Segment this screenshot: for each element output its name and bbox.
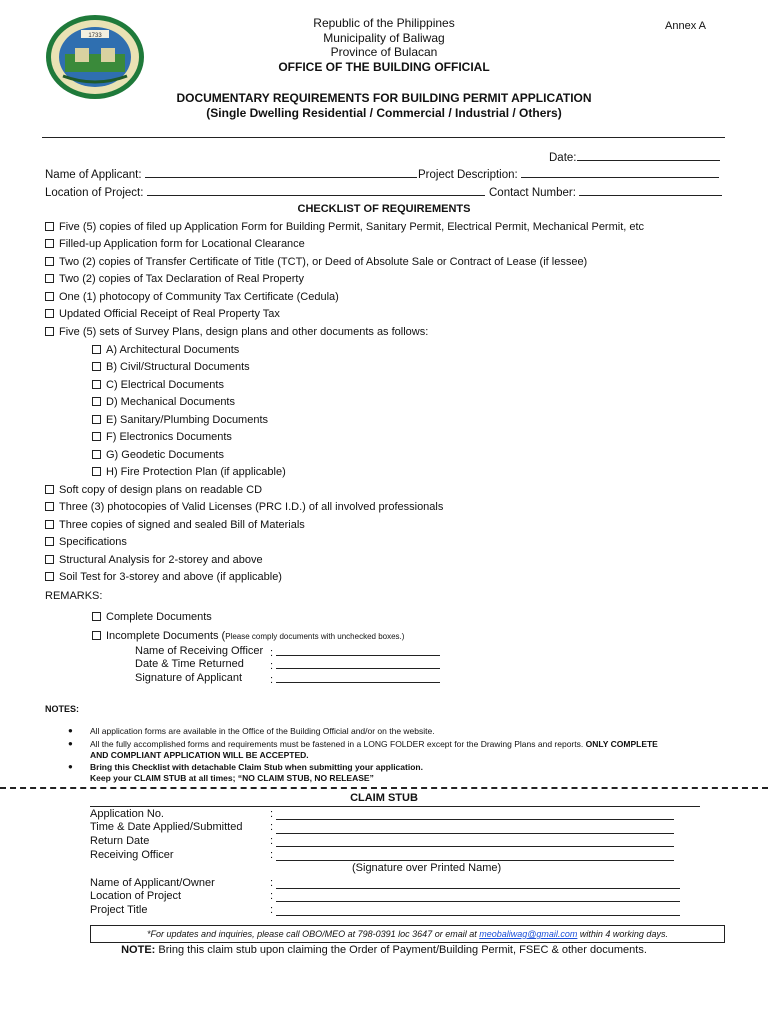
email-link[interactable]: meobaliwag@gmail.com (479, 929, 578, 939)
note-2-continued: AND COMPLIANT APPLICATION WILL BE ACCEPTED. (90, 750, 309, 760)
applicant-signature-field[interactable]: : (270, 672, 440, 686)
checklist-item[interactable]: Soil Test for 3-storey and above (if applicable) (45, 571, 282, 583)
checklist-item[interactable]: Three (3) photocopies of Valid Licenses (PRC I.D.) of all involved professionals (45, 501, 443, 513)
date-returned-label: Date & Time Returned (135, 658, 244, 670)
header-line-1: Republic of the Philippines (313, 16, 455, 30)
claim-stub-note: NOTE: Bring this claim stub upon claiming the Order of Payment/Building Permit, FSEC & other documents. (121, 944, 647, 956)
claim-stub-rule (90, 806, 700, 807)
project-title-label: Project Title (90, 904, 148, 916)
project-title-field[interactable] (276, 915, 680, 916)
applicant-owner-label: Name of Applicant/Owner (90, 877, 215, 889)
note-1: All application forms are available in the Office of the Building Official and/or on the website. (90, 726, 435, 736)
project-location-field[interactable]: Location of Project: (45, 185, 485, 199)
note-2: All the fully accomplished forms and requirements must be fastened in a LONG FOLDER except for the Drawing Plans and reports. ONLY COMPLETE (90, 739, 658, 749)
checklist-subitem[interactable]: C) Electrical Documents (92, 379, 224, 391)
checkbox[interactable] (45, 309, 54, 318)
checklist-item[interactable]: Five (5) copies of filed up Application Form for Building Permit, Sanitary Permit, Electrical Permit, Mechanical Permit, etc (45, 221, 644, 233)
note-3-continued: Keep your CLAIM STUB at all times; “NO CLAIM STUB, NO RELEASE” (90, 773, 374, 783)
checkbox[interactable] (45, 520, 54, 529)
inquiries-box: *For updates and inquiries, please call OBO/MEO at 798-0391 loc 3647 or email at meobaliwag@gmail.com within 4 working days. (90, 925, 725, 943)
checkbox[interactable] (92, 631, 101, 640)
checkbox[interactable] (92, 415, 101, 424)
project-description-field[interactable]: Project Description: (418, 167, 719, 181)
checkbox[interactable] (92, 467, 101, 476)
receiving-officer-field[interactable]: : (270, 645, 440, 659)
contact-number-field[interactable]: Contact Number: (489, 185, 722, 199)
checklist-subitem[interactable]: G) Geodetic Documents (92, 449, 224, 461)
receiving-officer-label: Name of Receiving Officer (135, 645, 264, 657)
checklist-subitem[interactable]: F) Electronics Documents (92, 431, 232, 443)
checklist-subitem[interactable]: E) Sanitary/Plumbing Documents (92, 414, 268, 426)
checkbox[interactable] (45, 537, 54, 546)
checklist-item[interactable]: Five (5) sets of Survey Plans, design plans and other documents as follows: (45, 326, 428, 338)
annex-label: Annex A (665, 20, 706, 32)
remarks-label: REMARKS: (45, 590, 103, 602)
checkbox[interactable] (45, 572, 54, 581)
checkbox[interactable] (92, 362, 101, 371)
date-returned-field[interactable]: : (270, 658, 440, 672)
note-3: Bring this Checklist with detachable Claim Stub when submitting your application. (90, 762, 423, 772)
checklist-item[interactable]: Two (2) copies of Transfer Certificate of Title (TCT), or Deed of Absolute Sale or Contract of Lease (if lessee) (45, 256, 587, 268)
time-date-field[interactable] (276, 833, 674, 834)
return-date-field[interactable] (276, 846, 674, 847)
header-line-3: Province of Bulacan (330, 45, 438, 59)
office-title: OFFICE OF THE BUILDING OFFICIAL (278, 60, 490, 74)
checklist-item[interactable]: One (1) photocopy of Community Tax Certificate (Cedula) (45, 291, 339, 303)
checklist-item[interactable]: Three copies of signed and sealed Bill of Materials (45, 519, 305, 531)
application-no-label: Application No. (90, 808, 164, 820)
bullet-icon: ● (68, 762, 73, 771)
checkbox[interactable] (45, 222, 54, 231)
checklist-item[interactable]: Filled-up Application form for Locational Clearance (45, 238, 305, 250)
checkbox[interactable] (45, 327, 54, 336)
document-title: DOCUMENTARY REQUIREMENTS FOR BUILDING PERMIT APPLICATION (176, 91, 592, 105)
checklist-subitem[interactable]: D) Mechanical Documents (92, 396, 235, 408)
receiving-officer-stub-field[interactable] (276, 860, 674, 861)
checklist-item[interactable]: Structural Analysis for 2-storey and above (45, 554, 263, 566)
checkbox[interactable] (45, 555, 54, 564)
checkbox[interactable] (45, 502, 54, 511)
checklist-item[interactable]: Two (2) copies of Tax Declaration of Real Property (45, 273, 304, 285)
checkbox[interactable] (45, 274, 54, 283)
document-subtitle: (Single Dwelling Residential / Commercial / Industrial / Others) (206, 106, 562, 120)
checklist-item[interactable]: Updated Official Receipt of Real Property Tax (45, 308, 280, 320)
checkbox[interactable] (45, 292, 54, 301)
checklist-title: CHECKLIST OF REQUIREMENTS (297, 203, 471, 215)
header-rule (42, 137, 725, 138)
checklist-item[interactable]: Specifications (45, 536, 127, 548)
project-location-stub-field[interactable] (276, 901, 680, 902)
checkbox[interactable] (92, 345, 101, 354)
time-date-label: Time & Date Applied/Submitted (90, 821, 243, 833)
bullet-icon: ● (68, 739, 73, 748)
receiving-officer-stub-label: Receiving Officer (90, 849, 174, 861)
bullet-icon: ● (68, 726, 73, 735)
checkbox[interactable] (92, 450, 101, 459)
claim-stub-title: CLAIM STUB (350, 792, 418, 804)
checkbox[interactable] (92, 380, 101, 389)
seal-year: 1733 (88, 33, 102, 39)
date-field[interactable]: Date: (549, 150, 720, 164)
signature-caption: (Signature over Printed Name) (352, 862, 502, 874)
checklist-subitem[interactable]: B) Civil/Structural Documents (92, 361, 250, 373)
remark-incomplete[interactable]: Incomplete Documents (Please comply documents with unchecked boxes.) (92, 630, 404, 642)
application-no-field[interactable] (276, 819, 674, 820)
project-location-stub-label: Location of Project (90, 890, 182, 902)
checkbox[interactable] (45, 485, 54, 494)
checkbox[interactable] (45, 257, 54, 266)
header-line-2: Municipality of Baliwag (323, 31, 445, 45)
applicant-owner-field[interactable] (276, 888, 680, 889)
checkbox[interactable] (92, 432, 101, 441)
return-date-label: Return Date (90, 835, 150, 847)
checkbox[interactable] (45, 239, 54, 248)
checklist-subitem[interactable]: H) Fire Protection Plan (if applicable) (92, 466, 286, 478)
cut-line (0, 787, 768, 789)
checkbox[interactable] (92, 397, 101, 406)
notes-title: NOTES: (45, 704, 80, 714)
checklist-subitem[interactable]: A) Architectural Documents (92, 344, 239, 356)
checklist-item[interactable]: Soft copy of design plans on readable CD (45, 484, 262, 496)
applicant-signature-label: Signature of Applicant (135, 672, 243, 684)
applicant-name-field[interactable]: Name of Applicant: (45, 167, 417, 181)
checkbox[interactable] (92, 612, 101, 621)
remark-complete[interactable]: Complete Documents (92, 611, 212, 623)
